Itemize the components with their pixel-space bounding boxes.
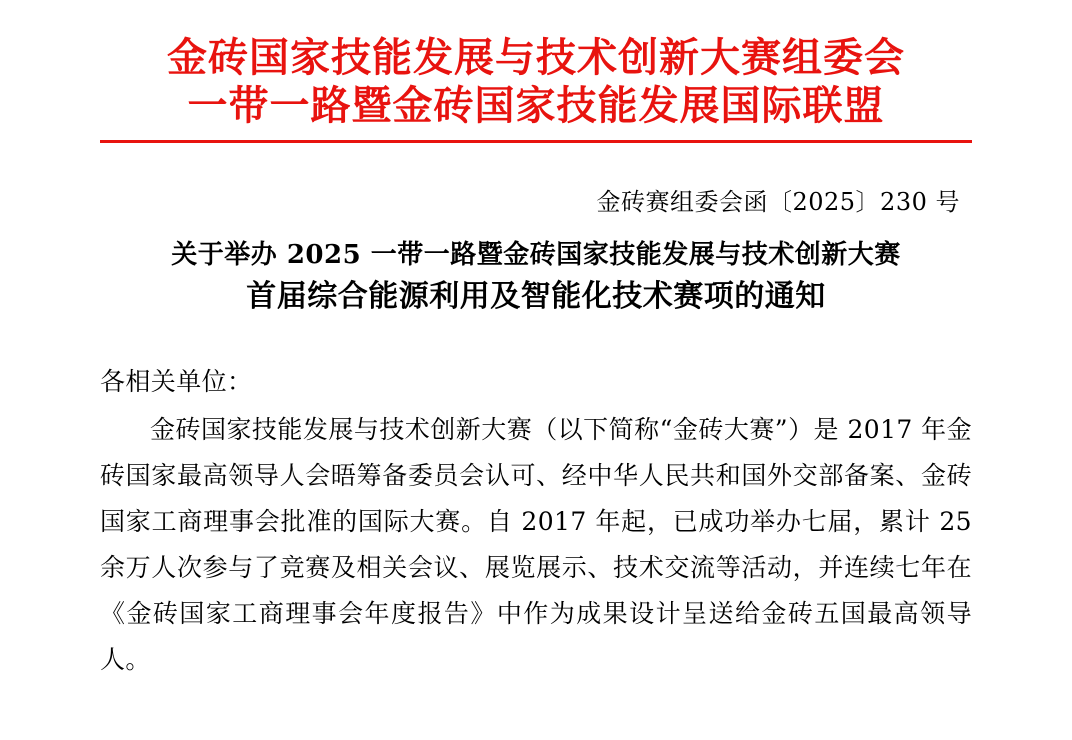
document-title: [100, 235, 972, 319]
body-paragraph-1: 金砖国家技能发展与技术创新大赛（以下简称“金砖大赛”）是 2017 年金砖国家最高领导人会晤筹备委员会认可、经中华人民共和国外交部备案、金砖国家工商理事会批准的国际大赛。自 2017 年起，已成功举办七届，累计 25 余万人次参与了竞赛及相关会议、展览展示、技术交流等活动，并连续七年在《金砖国家工商理事会年度报告》中作为成果设计呈送给金砖五国最高领导人。: [100, 415, 972, 674]
salutation: 各相关单位：: [100, 367, 253, 396]
document-number: 金砖赛组委会函〔2025〕230 号: [596, 188, 960, 216]
masthead-line-1: 金砖国家技能发展与技术创新大赛组委会: [167, 34, 905, 81]
document-title-line-1: 关于举办 2025 一带一路暨金砖国家技能发展与技术创新大赛: [171, 240, 901, 270]
masthead-red-rule: [100, 140, 972, 143]
document-body: [100, 359, 972, 683]
masthead-line-2: 一带一路暨金砖国家技能发展国际联盟: [187, 82, 885, 129]
masthead: [100, 0, 972, 143]
document-title-line-2: 首届综合能源利用及智能化技术赛项的通知: [246, 279, 826, 314]
